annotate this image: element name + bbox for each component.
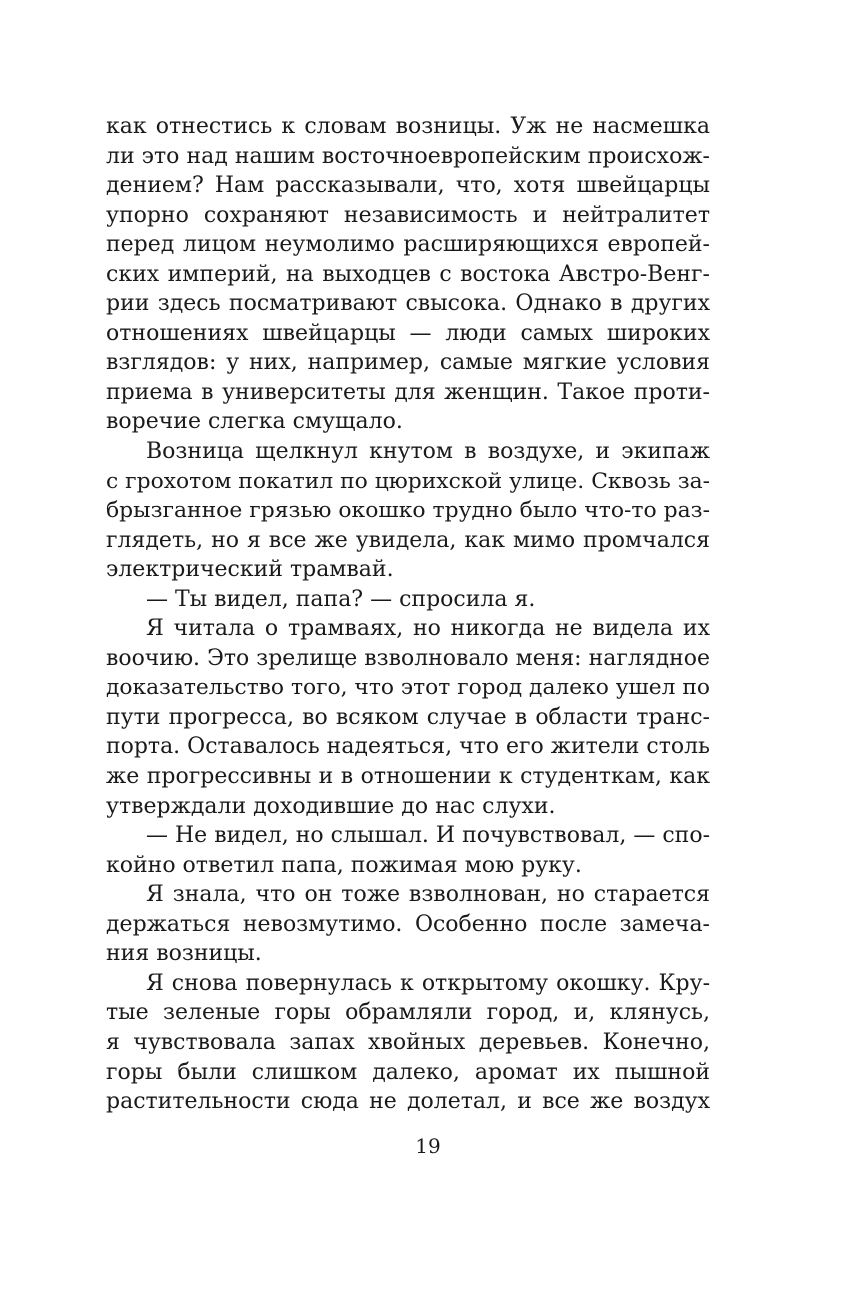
text-line: утверждали доходившие до нас слухи.	[106, 793, 556, 819]
text-line: доказательство того, что этот город далеко ушел по	[106, 675, 710, 701]
text-line: рии здесь посматривают свысока. Однако в других	[106, 291, 710, 317]
text-line: как отнестись к словам возницы. Уж не насмешка	[106, 114, 710, 139]
text-line: ских империй, на выходцев с востока Австро-Венг-	[106, 261, 710, 287]
text-line: койно ответил папа, пожимая мою руку.	[106, 852, 582, 878]
text-line: — Ты видел, папа? — спросила я.	[146, 586, 536, 612]
text-line: воречие слегка смущало.	[106, 409, 403, 435]
text-line: держаться невозмутимо. Особенно после замеча-	[106, 911, 710, 937]
text-line: дением? Нам рассказывали, что, хотя швейцарцы	[106, 173, 710, 199]
text-line: брызганное грязью окошко трудно было что-то раз-	[106, 498, 710, 524]
text-line: пути прогресса, во всяком случае в области транс-	[106, 704, 710, 730]
text-line: Я знала, что он тоже взволнован, но старается	[146, 882, 710, 908]
text-line: Я снова повернулась к открытому окошку. Кру-	[146, 970, 710, 996]
text-line: отношениях швейцарцы — люди самых широких	[106, 320, 710, 346]
text-line: же прогрессивны и в отношении к студенткам, как	[106, 764, 710, 790]
text-line: порта. Оставалось надеяться, что его жители столь	[106, 734, 710, 760]
body-text	[106, 112, 710, 1117]
text-line: горы были слишком далеко, аромат их пышной	[106, 1059, 710, 1085]
text-line: тые зеленые горы обрамляли город, и, клянусь,	[106, 1000, 710, 1026]
page-number: 19	[415, 1134, 441, 1158]
text-line: растительности сюда не долетал, и все же воздух	[106, 1089, 710, 1115]
text-line: электрический трамвай.	[106, 557, 394, 583]
text-line: ния возницы.	[106, 941, 262, 967]
text-line: перед лицом неумолимо расширяющихся европей-	[106, 232, 710, 258]
text-line: я чувствовала запах хвойных деревьев. Конечно,	[106, 1029, 710, 1055]
text-line: Возница щелкнул кнутом в воздухе, и экипаж	[146, 439, 710, 465]
text-line: глядеть, но я все же увидела, как мимо промчался	[106, 527, 710, 553]
text-line: воочию. Это зрелище взволновало меня: наглядное	[106, 645, 710, 671]
text-line: с грохотом покатил по цюрихской улице. Сквозь за-	[106, 468, 710, 494]
text-line: взглядов: у них, например, самые мягкие условия	[106, 350, 710, 376]
text-line: приема в университеты для женщин. Такое проти-	[106, 379, 710, 405]
text-line: ли это над нашим восточноевропейским происхож-	[106, 143, 710, 169]
text-line: упорно сохраняют независимость и нейтралитет	[106, 202, 710, 228]
text-line: — Не видел, но слышал. И почувствовал, — спо-	[146, 823, 710, 849]
text-line: Я читала о трамваях, но никогда не видела их	[146, 616, 710, 642]
